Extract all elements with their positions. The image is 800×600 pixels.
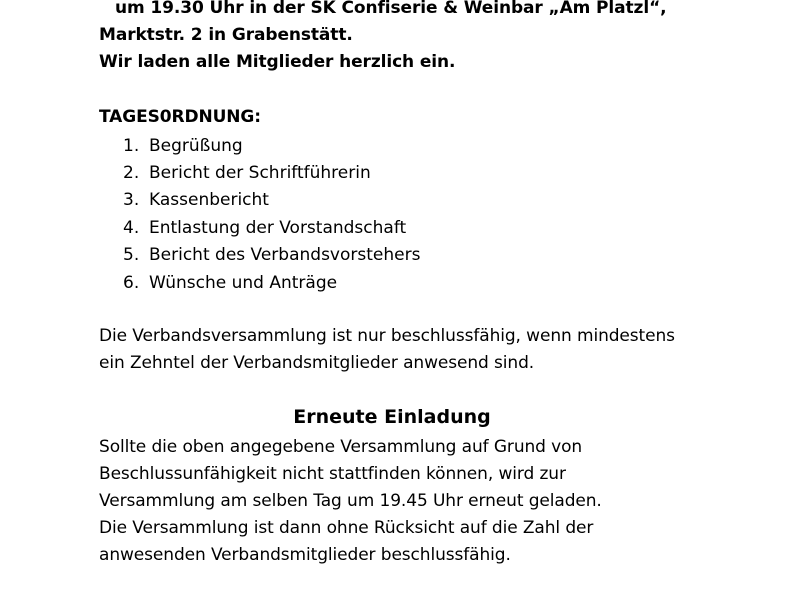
agenda-item [123, 132, 420, 159]
agenda-item-number: 5. [123, 245, 140, 266]
agenda-item-number: 4. [123, 217, 140, 238]
agenda-item-number: 1. [123, 135, 140, 156]
reinvitation-heading: Erneute Einladung [293, 406, 491, 428]
agenda-item-number: 3. [123, 190, 140, 211]
agenda-item-number: 6. [123, 272, 140, 293]
reinvitation-line: Beschlussunfähigkeit nicht stattfinden können, wird zur [99, 464, 566, 484]
reinvitation-line: anwesenden Verbandsmitglieder beschlussfähig. [99, 545, 511, 565]
agenda-item-number: 2. [123, 163, 140, 184]
agenda-item [123, 214, 420, 241]
agenda-list [123, 132, 420, 296]
agenda-item-label: Kassenbericht [149, 190, 269, 211]
agenda-item [123, 269, 420, 296]
invitation-line-welcome: Wir laden alle Mitglieder herzlich ein. [99, 52, 456, 72]
quorum-line: Die Verbandsversammlung ist nur beschlussfähig, wenn mindestens [99, 326, 675, 346]
invitation-line-time-place: um 19.30 Uhr in der SK Confiserie & Weinbar „Am Platzl“, [115, 0, 667, 18]
agenda-item-label: Wünsche und Anträge [149, 272, 338, 293]
agenda-item [123, 187, 420, 214]
agenda-item-label: Bericht der Schriftführerin [149, 163, 371, 184]
agenda-heading: TAGES0RDNUNG: [99, 107, 261, 127]
agenda-item-label: Entlastung der Vorstandschaft [149, 217, 407, 238]
invitation-line-address: Marktstr. 2 in Grabenstätt. [99, 25, 353, 45]
agenda-item [123, 242, 420, 269]
agenda-item-label: Bericht des Verbandsvorstehers [149, 245, 421, 266]
quorum-line: ein Zehntel der Verbandsmitglieder anwesend sind. [99, 353, 535, 373]
reinvitation-line: Versammlung am selben Tag um 19.45 Uhr erneut geladen. [99, 491, 602, 511]
agenda-item [123, 159, 420, 186]
reinvitation-line: Sollte die oben angegebene Versammlung auf Grund von [99, 437, 583, 457]
reinvitation-line: Die Versammlung ist dann ohne Rücksicht auf die Zahl der [99, 518, 594, 538]
agenda-item-label: Begrüßung [149, 135, 243, 156]
